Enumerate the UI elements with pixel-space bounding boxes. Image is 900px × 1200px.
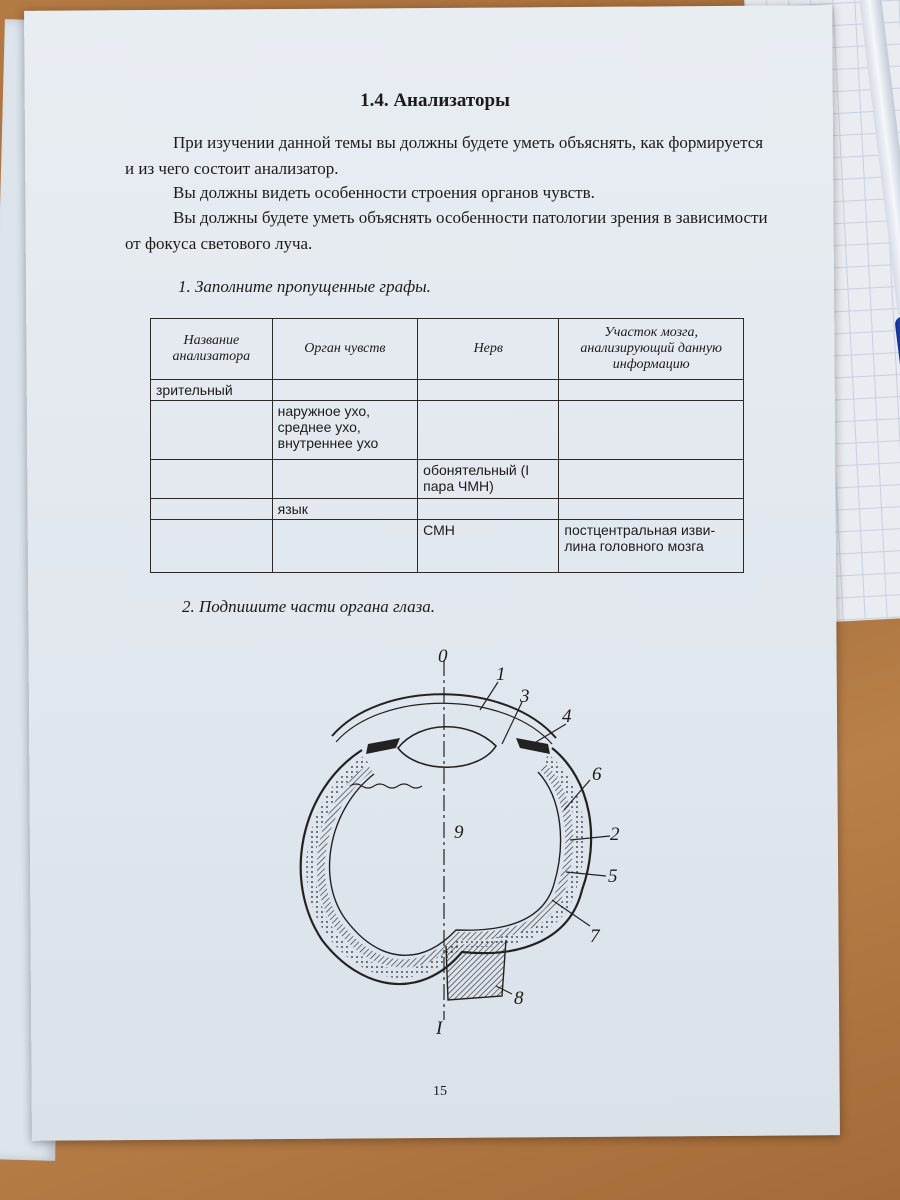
table-cell[interactable]	[559, 499, 744, 520]
table-header-cell: Участок мозга, анализирующий данную информацию	[559, 319, 744, 380]
label-I: I	[436, 1018, 443, 1039]
table-cell[interactable]: наружное ухо, среднее ухо, внутреннее ухо	[272, 401, 418, 460]
table-cell[interactable]	[418, 380, 559, 401]
table-row	[151, 401, 744, 460]
optic-nerve	[446, 940, 506, 1000]
task-1-instruction: 1. Заполните пропущенные графы.	[178, 277, 431, 296]
label-3: 3	[520, 686, 530, 707]
intro-paragraph-3: Вы должны будете уметь объяснять особенности патологии зрения в зависимости от фокуса светового луча.	[125, 208, 768, 253]
page-number: 15	[433, 1084, 447, 1099]
table-cell[interactable]	[151, 401, 273, 460]
table-cell[interactable]	[151, 499, 273, 520]
label-5: 5	[608, 866, 618, 887]
lens-outline	[398, 727, 496, 768]
table-cell[interactable]	[151, 520, 273, 573]
table-cell[interactable]	[559, 401, 744, 460]
task-2-instruction: 2. Подпишите части органа глаза.	[182, 597, 435, 616]
table-cell[interactable]	[418, 499, 559, 520]
table-cell[interactable]	[559, 460, 744, 499]
table-cell[interactable]	[272, 460, 418, 499]
table-header-cell: Нерв	[418, 319, 559, 380]
table-cell[interactable]: постцентральная изви-лина головного мозга	[559, 520, 744, 573]
iris-right	[516, 738, 550, 754]
label-7: 7	[590, 926, 600, 947]
label-4: 4	[562, 706, 572, 727]
label-0: 0	[438, 646, 448, 667]
label-8: 8	[514, 988, 524, 1009]
eye-diagram	[270, 640, 650, 1040]
table-cell[interactable]	[272, 520, 418, 573]
table-cell[interactable]: зрительный	[151, 380, 273, 401]
table-row	[151, 520, 744, 573]
intro-paragraph-2: Вы должны видеть особенности строения органов чувств.	[173, 183, 595, 202]
table-row	[151, 380, 744, 401]
table-row	[151, 460, 744, 499]
label-6: 6	[592, 764, 602, 785]
table-cell[interactable]	[151, 460, 273, 499]
analyzer-table	[150, 318, 744, 573]
page-title: 1.4. Анализаторы	[360, 90, 510, 111]
table-header-cell: Название анализатора	[151, 319, 273, 380]
label-9: 9	[454, 822, 464, 843]
table-header-row	[151, 319, 744, 380]
table-cell[interactable]: язык	[272, 499, 418, 520]
table-cell[interactable]: обонятельный (I пара ЧМН)	[418, 460, 559, 499]
table-cell[interactable]	[272, 380, 418, 401]
table-header-cell: Орган чувств	[272, 319, 418, 380]
label-2: 2	[610, 824, 620, 845]
table-cell[interactable]	[418, 401, 559, 460]
iris-left	[366, 738, 400, 754]
intro-paragraph-1: При изучении данной темы вы должны будете уметь объяснять, как формируется и из чего состоит анализатор.	[125, 133, 764, 178]
table-cell[interactable]: СМН	[418, 520, 559, 573]
label-1: 1	[496, 664, 506, 685]
table-row	[151, 499, 744, 520]
table-cell[interactable]	[559, 380, 744, 401]
